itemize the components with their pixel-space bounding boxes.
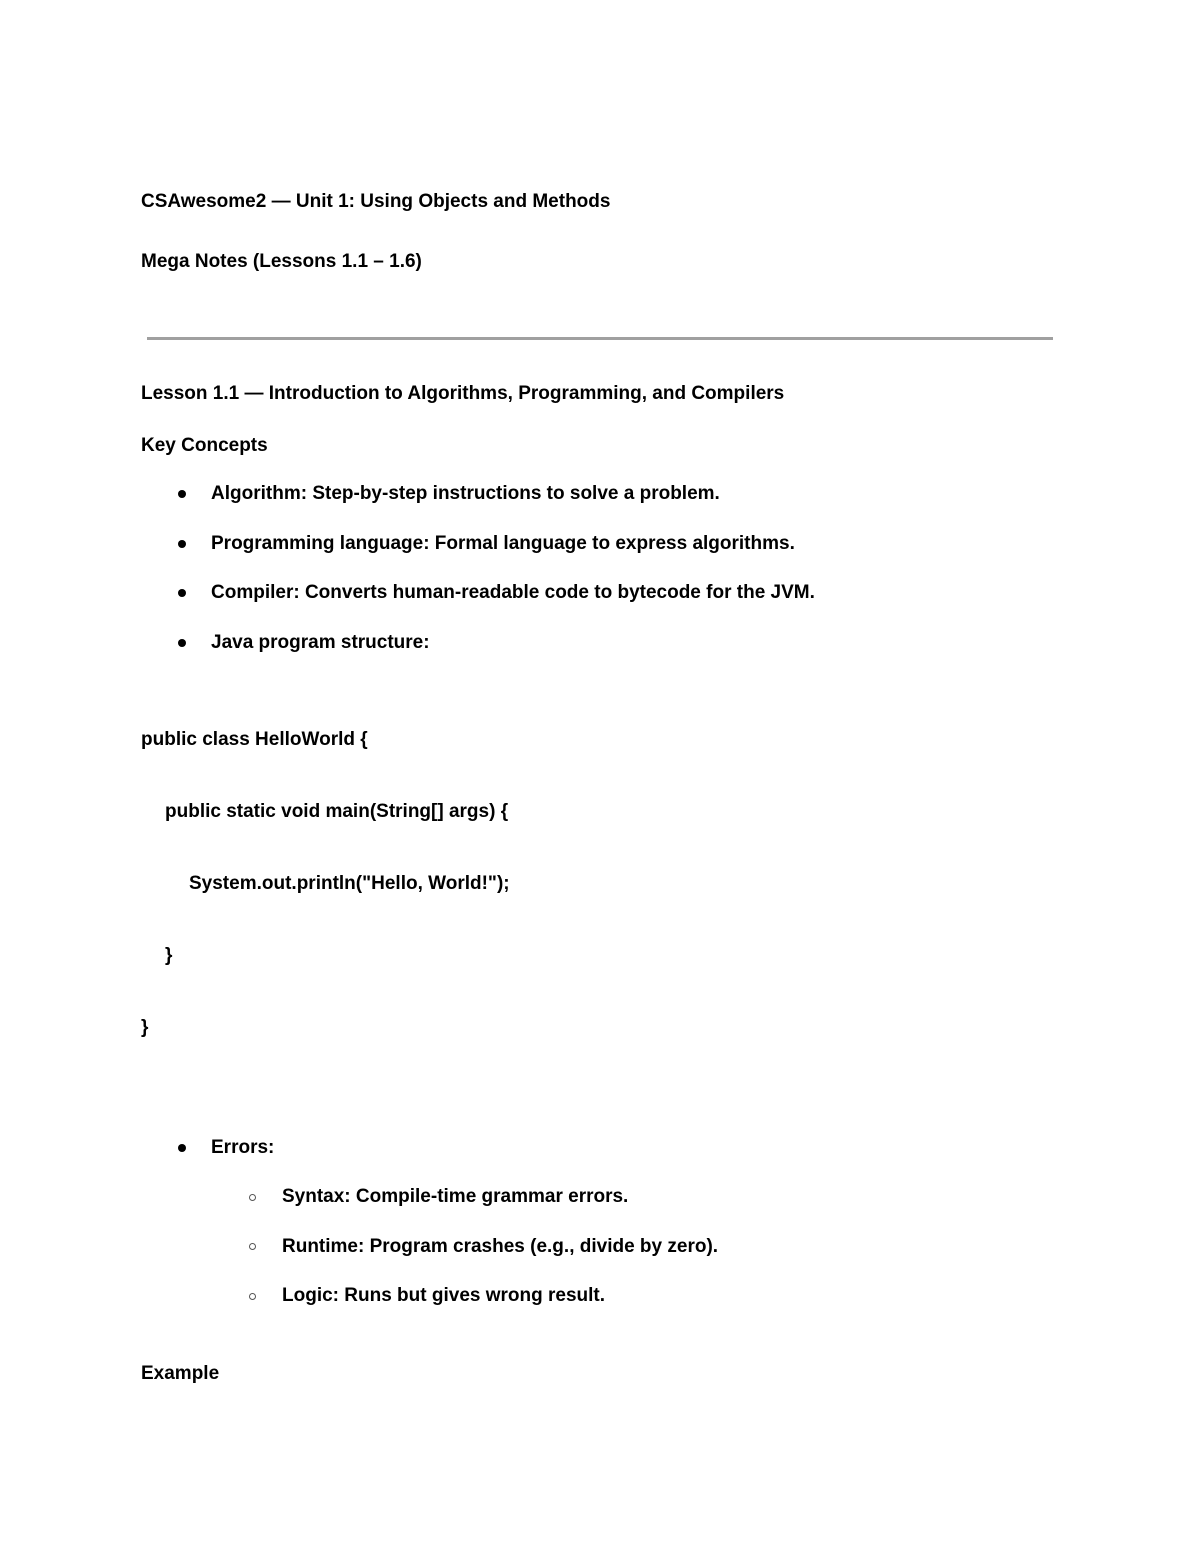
code-line: } xyxy=(141,1017,149,1038)
bullet-icon xyxy=(178,540,186,548)
code-line: public static void main(String[] args) { xyxy=(165,801,509,822)
bullet-icon xyxy=(178,490,186,498)
sub-bullet-icon xyxy=(249,1243,256,1250)
example-heading: Example xyxy=(141,1363,220,1384)
bullet-icon xyxy=(178,589,186,597)
lesson-heading: Lesson 1.1 — Introduction to Algorithms, Programming, and Compilers xyxy=(141,383,785,404)
sub-bullet-icon xyxy=(249,1293,256,1300)
code-line: } xyxy=(165,945,173,966)
sub-bullet-icon xyxy=(249,1194,256,1201)
bullet-icon xyxy=(178,639,186,647)
sub-list-item: Syntax: Compile-time grammar errors. xyxy=(282,1186,629,1207)
document-subtitle: Mega Notes (Lessons 1.1 – 1.6) xyxy=(141,251,422,272)
list-item: Algorithm: Step-by-step instructions to solve a problem. xyxy=(211,483,720,504)
horizontal-rule xyxy=(147,337,1053,340)
sub-list-item: Logic: Runs but gives wrong result. xyxy=(282,1285,606,1306)
list-item: Java program structure: xyxy=(211,632,430,653)
code-line: System.out.println("Hello, World!"); xyxy=(189,873,510,894)
document-title: CSAwesome2 — Unit 1: Using Objects and Methods xyxy=(141,191,611,212)
bullet-icon xyxy=(178,1144,186,1152)
key-concepts-heading: Key Concepts xyxy=(141,435,268,456)
list-item: Compiler: Converts human-readable code to bytecode for the JVM. xyxy=(211,582,815,603)
list-item: Errors: xyxy=(211,1137,275,1158)
sub-list-item: Runtime: Program crashes (e.g., divide by zero). xyxy=(282,1236,719,1257)
list-item: Programming language: Formal language to express algorithms. xyxy=(211,533,795,554)
code-line: public class HelloWorld { xyxy=(141,729,368,750)
